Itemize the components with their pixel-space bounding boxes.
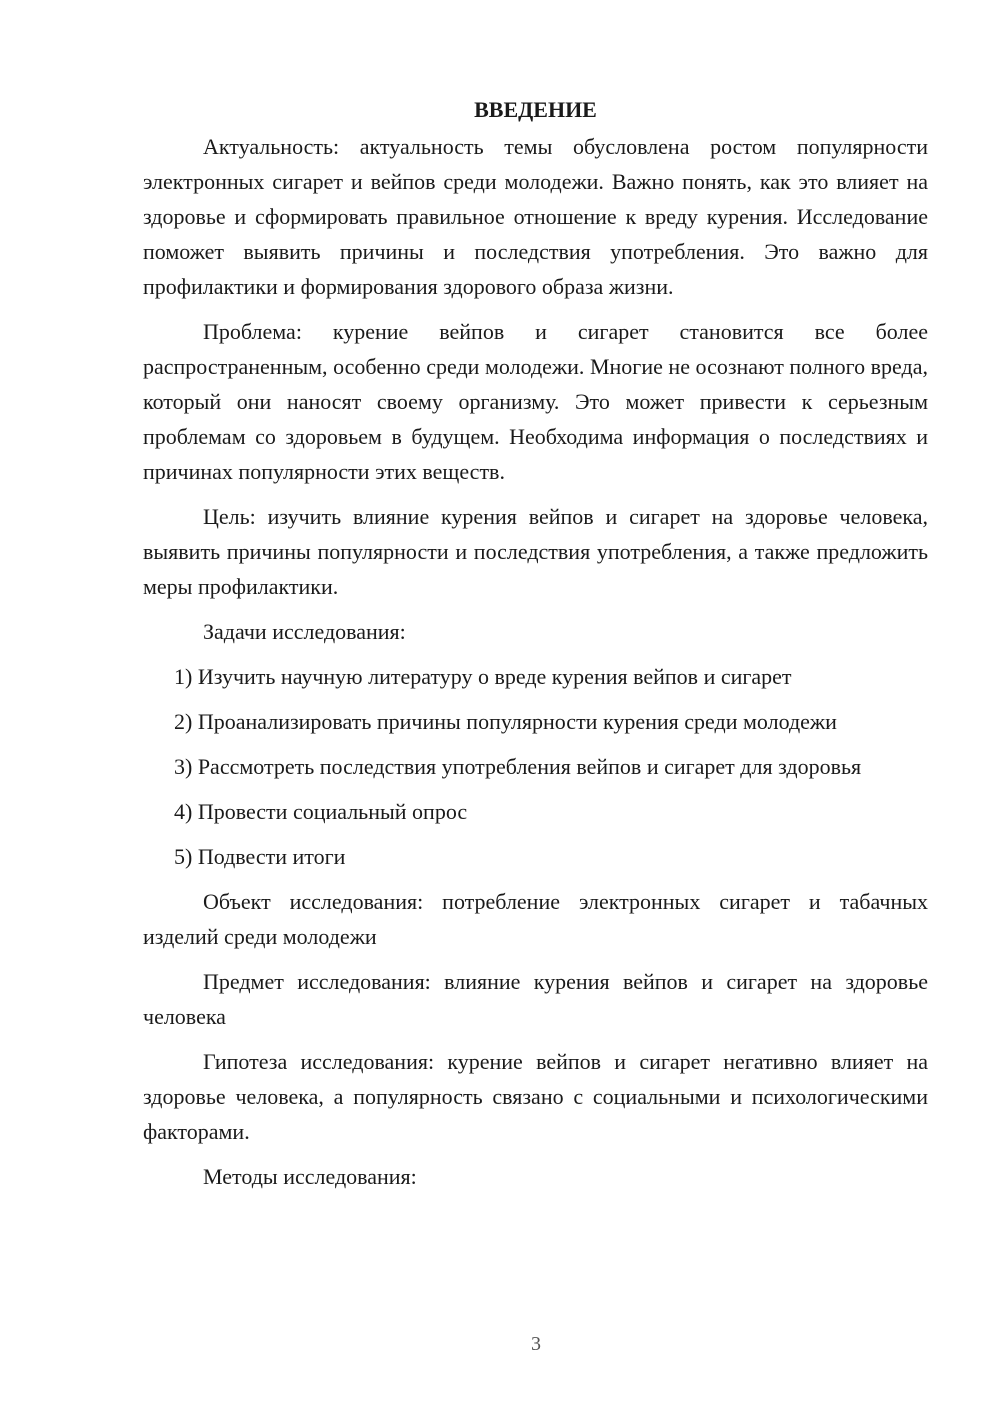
- task-item-2: 2) Проанализировать причины популярности курения среди молодежи: [174, 709, 837, 734]
- task-item-1: 1) Изучить научную литературу о вреде курения вейпов и сигарет: [174, 664, 792, 689]
- task-item-5: 5) Подвести итоги: [174, 844, 346, 869]
- page-heading: ВВЕДЕНИЕ: [474, 97, 597, 122]
- task-item-3: 3) Рассмотреть последствия употребления вейпов и сигарет для здоровья: [174, 754, 862, 779]
- methods-label: Методы исследования:: [203, 1164, 417, 1189]
- object-paragraph: Объект исследования: потребление электронных сигарет и табачных изделий среди молодежи: [143, 889, 928, 949]
- relevance-paragraph: Актуальность: актуальность темы обусловлена ростом популярности электронных сигарет и вейпов среди молодежи. Важно понять, как это влияет на здоровье и сформировать правильное отношение к вреду курения. Исследование поможет выявить причины и последствия употребления. Это важно для профилактики и формирования здорового образа жизни.: [143, 134, 928, 299]
- tasks-label: Задачи исследования:: [203, 619, 406, 644]
- problem-paragraph: Проблема: курение вейпов и сигарет становится все более распространенным, особенно среди молодежи. Многие не осознают полного вреда, который они наносят своему организму. Это может привести к серьезным проблемам со здоровьем в будущем. Необходима информация о последствиях и причинах популярности этих веществ.: [143, 319, 928, 484]
- document-page: [143, 92, 928, 1204]
- page-number: 3: [531, 1333, 541, 1355]
- subject-paragraph: Предмет исследования: влияние курения вейпов и сигарет на здоровье человека: [143, 969, 928, 1029]
- goal-paragraph: Цель: изучить влияние курения вейпов и сигарет на здоровье человека, выявить причины популярности и последствия употребления, а также предложить меры профилактики.: [143, 504, 928, 599]
- task-item-4: 4) Провести социальный опрос: [174, 799, 468, 824]
- hypothesis-paragraph: Гипотеза исследования: курение вейпов и сигарет негативно влияет на здоровье человека, а популярность связано с социальными и психологическими факторами.: [143, 1049, 928, 1144]
